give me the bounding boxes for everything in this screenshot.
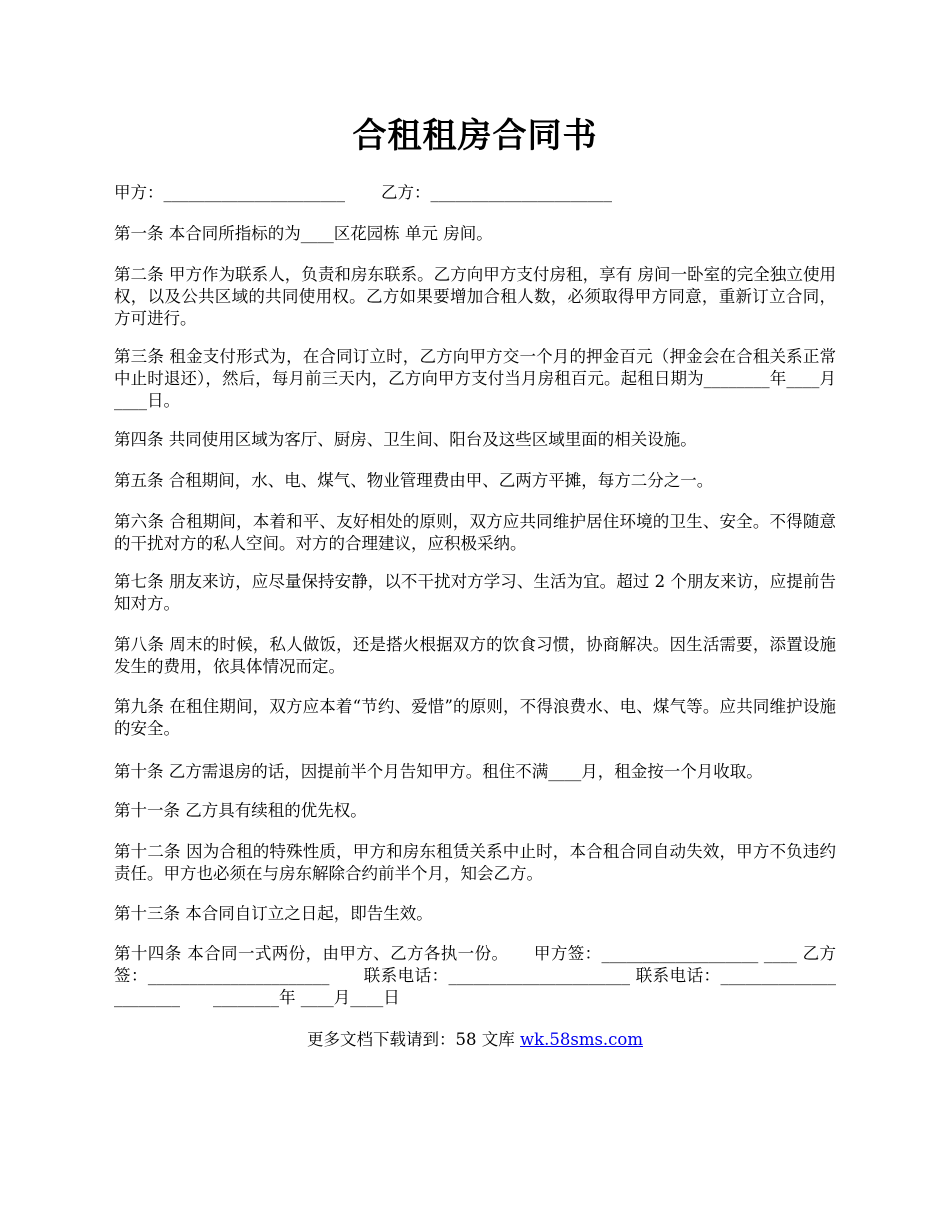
article-1: 第一条 本合同所指标的为____区花园栋 单元 房间。 (114, 224, 493, 243)
article-8: 第八条 周末的时候，私人做饭，还是搭火根据双方的饮食习惯，协商解决。因生活需要，添置设施发生的费用，依具体情况而定。 (114, 635, 836, 676)
document-title: 合租租房合同书 (352, 116, 598, 156)
article-14-signatures: 第十四条 本合同一式两份，由甲方、乙方各执一份。 甲方签：___________________ ____ 乙方签：______________________ 联系电话：______________________ 联系电话：______________________ ________年 ____月____日 (114, 944, 836, 1007)
article-4: 第四条 共同使用区域为客厅、厨房、卫生间、阳台及这些区域里面的相关设施。 (114, 430, 697, 449)
article-7: 第七条 朋友来访，应尽量保持安静，以不干扰对方学习、生活为宜。超过 2 个朋友来访，应提前告知对方。 (114, 572, 836, 613)
party-a-field: 甲方：______________________ (114, 183, 345, 202)
article-12: 第十二条 因为合租的特殊性质，甲方和房东租赁关系中止时，本合租合同自动失效，甲方不负违约责任。甲方也必须在与房东解除合约前半个月，知会乙方。 (114, 842, 836, 883)
footer-download-note (0, 1029, 950, 1051)
article-6: 第六条 合租期间，本着和平、友好相处的原则，双方应共同维护居住环境的卫生、安全。不得随意的干扰对方的私人空间。对方的合理建议，应积极采纳。 (114, 512, 836, 553)
parties-line (114, 182, 836, 204)
article-3: 第三条 租金支付形式为，在合同订立时，乙方向甲方交一个月的押金百元（押金会在合租关系正常中止时退还），然后，每月前三天内，乙方向甲方支付当月房租百元。起租日期为________年____月____日。 (114, 347, 836, 410)
party-b-field: 乙方：______________________ (381, 183, 612, 202)
article-13: 第十三条 本合同自订立之日起，即告生效。 (114, 904, 433, 923)
article-10: 第十条 乙方需退房的话，因提前半个月告知甲方。租住不满____月，租金按一个月收取。 (114, 762, 763, 781)
article-5: 第五条 合租期间，水、电、煤气、物业管理费由甲、乙两方平摊，每方二分之一。 (114, 471, 714, 490)
footer-prefix: 更多文档下载请到：58 文库 (306, 1030, 520, 1049)
article-11: 第十一条 乙方具有续租的优先权。 (114, 801, 367, 820)
article-2: 第二条 甲方作为联系人，负责和房东联系。乙方向甲方支付房租，享有 房间一卧室的完全独立使用权，以及公共区域的共同使用权。乙方如果要增加合租人数，必须取得甲方同意，重新订立合同，方可进行。 (114, 265, 836, 328)
article-9: 第九条 在租住期间，双方应本着“节约、爱惜”的原则，不得浪费水、电、煤气等。应共同维护设施的安全。 (114, 697, 836, 738)
footer-link[interactable]: wk.58sms.com (519, 1030, 643, 1049)
